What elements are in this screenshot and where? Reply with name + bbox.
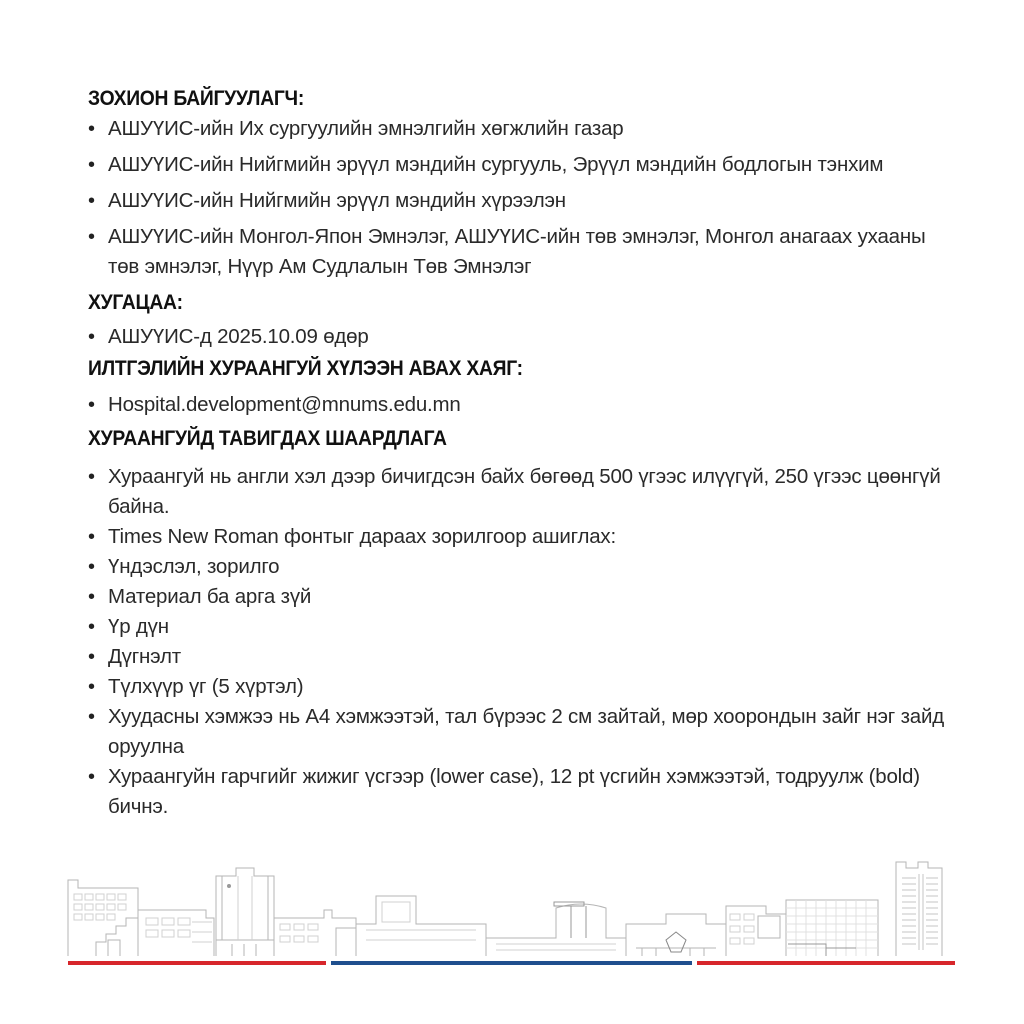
list-item: • АШУҮИС-ийн Их сургуулийн эмнэлгийн хөгжлийн газар [88, 114, 948, 144]
list-item: • Хураангуйн гарчгийг жижиг үсгээр (lower case), 12 pt үсгийн хэмжээтэй, тодруулж (bold) бичнэ. [88, 762, 948, 822]
list-item: • АШУҮИС-ийн Нийгмийн эрүүл мэндийн сургууль, Эрүүл мэндийн бодлогын тэнхим [88, 150, 948, 180]
footer-bar-blue-center [331, 961, 692, 965]
heading-date: ХУГАЦАА: [88, 291, 183, 314]
date-list [88, 322, 948, 352]
document-body [88, 84, 948, 822]
heading-requirements: ХУРААНГУЙД ТАВИГДАХ ШААРДЛАГА [88, 427, 447, 450]
list-item: • Хуудасны хэмжээ нь А4 хэмжээтэй, тал бүрээс 2 см зайтай, мөр хоорондын зайг нэг зайд оруулна [88, 702, 948, 762]
list-item: • Times New Roman фонтыг дараах зорилгоор ашиглах: [88, 522, 948, 552]
list-item: • АШУҮИС-ийн Нийгмийн эрүүл мэндийн хүрээлэн [88, 186, 948, 216]
list-item: • АШУҮИС-ийн Монгол-Япон Эмнэлэг, АШУҮИС-ийн төв эмнэлэг, Монгол анагаах ухааны төв эмнэлэг, Нүүр Ам Судлалын Төв Эмнэлэг [88, 222, 948, 282]
footer-bar-red-left [68, 961, 326, 965]
list-item: • Материал ба арга зүй [88, 582, 948, 612]
footer-bar-red-right [697, 961, 955, 965]
heading-organizers: ЗОХИОН БАЙГУУЛАГЧ: [88, 87, 305, 110]
organizers-list [88, 114, 948, 282]
list-item: • Түлхүүр үг (5 хүртэл) [88, 672, 948, 702]
email-link[interactable]: • Hospital.development@mnums.edu.mn [88, 390, 948, 420]
list-item: • Үндэслэл, зорилго [88, 552, 948, 582]
requirements-list [88, 462, 948, 822]
list-item: • Үр дүн [88, 612, 948, 642]
heading-submission-address: ИЛТГЭЛИЙН ХУРААНГУЙ ХҮЛЭЭН АВАХ ХАЯГ: [88, 357, 523, 380]
list-item: • АШУҮИС-д 2025.10.09 өдөр [88, 322, 948, 352]
list-item: • Дүгнэлт [88, 642, 948, 672]
address-list [88, 390, 948, 420]
city-skyline-illustration [66, 848, 958, 958]
list-item: • Хураангуй нь англи хэл дээр бичигдсэн байх бөгөөд 500 үгээс илүүгүй, 250 үгээс цөөнгүй байна. [88, 462, 948, 522]
